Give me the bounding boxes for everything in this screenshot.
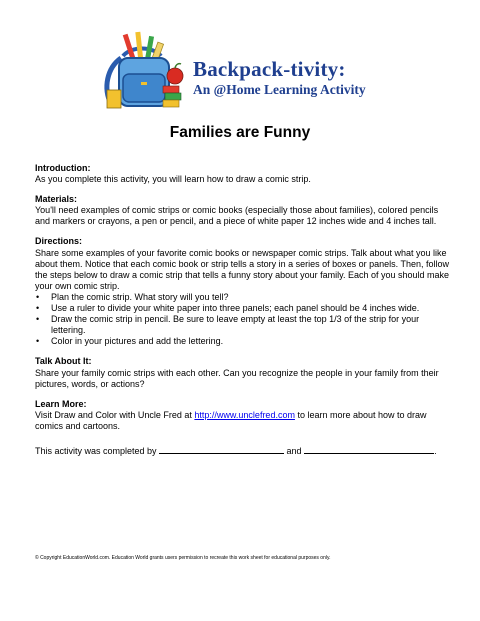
learn-more-heading: Learn More: bbox=[35, 398, 87, 409]
learn-more-section bbox=[35, 399, 455, 432]
directions-steps bbox=[35, 292, 455, 347]
completion-prefix: This activity was completed by bbox=[35, 445, 160, 456]
directions-heading: Directions: bbox=[35, 236, 83, 247]
learn-more-text bbox=[35, 410, 455, 432]
completion-suffix: . bbox=[434, 445, 437, 456]
page-title: Families are Funny bbox=[169, 124, 311, 141]
materials-section bbox=[35, 194, 455, 227]
unclefred-link[interactable]: http://www.unclefred.com bbox=[194, 409, 295, 420]
talk-about-it-text: Share your family comic strips with each other. Can you recognize the people in your family from their pictures, words, or actions? bbox=[35, 367, 439, 389]
introduction-text: As you complete this activity, you will learn how to draw a comic strip. bbox=[35, 174, 311, 185]
talk-about-it-heading: Talk About It: bbox=[35, 356, 92, 367]
materials-heading: Materials: bbox=[35, 194, 78, 205]
introduction-section bbox=[35, 163, 455, 185]
backpack-icon bbox=[97, 28, 189, 120]
directions-text: Share some examples of your favorite comic books or newspaper comic strips. Talk about what you like about them. Notice that each comic book or strip tells a story in a series of boxes or panels. Then, follow the steps below to draw a comic strip that tells a funny story about your family. Each of you should make your own comic strip. bbox=[35, 247, 450, 291]
materials-text: You'll need examples of comic strips or comic books (especially those about families), colored pencils and markers or crayons, a pen or pencil, and a piece of white paper 12 inches wide and 4 inches tall. bbox=[35, 205, 439, 227]
learn-more-text-before: Visit Draw and Color with Uncle Fred at bbox=[35, 409, 195, 420]
completion-middle: and bbox=[284, 445, 305, 456]
worksheet-body bbox=[35, 163, 455, 457]
backpack-logo bbox=[97, 28, 189, 120]
learn-more-text-after: to learn more about how to draw comics and cartoons. bbox=[35, 409, 427, 431]
first-name-blank[interactable] bbox=[159, 445, 284, 454]
brand-title: Backpack-tivity: bbox=[193, 57, 346, 81]
brand-subtitle: An @Home Learning Activity bbox=[193, 82, 366, 97]
second-name-blank[interactable] bbox=[304, 445, 434, 454]
directions-section bbox=[35, 236, 455, 347]
completion-line bbox=[35, 445, 455, 457]
list-item: • Plan the comic strip. What story will you tell? bbox=[51, 292, 455, 303]
list-item: • Use a ruler to divide your white paper into three panels; each panel should be 4 inches wide. bbox=[51, 303, 455, 314]
introduction-heading: Introduction: bbox=[35, 163, 91, 173]
list-item: • Color in your pictures and add the lettering. bbox=[51, 336, 455, 347]
list-item: • Draw the comic strip in pencil. Be sure to leave empty at least the top 1/3 of the strip for your lettering. bbox=[51, 314, 455, 336]
talk-about-it-section bbox=[35, 356, 455, 389]
copyright-footer: © Copyright EducationWorld.com. Education World grants users permission to recreate this work sheet for educational purposes only. bbox=[35, 555, 331, 561]
